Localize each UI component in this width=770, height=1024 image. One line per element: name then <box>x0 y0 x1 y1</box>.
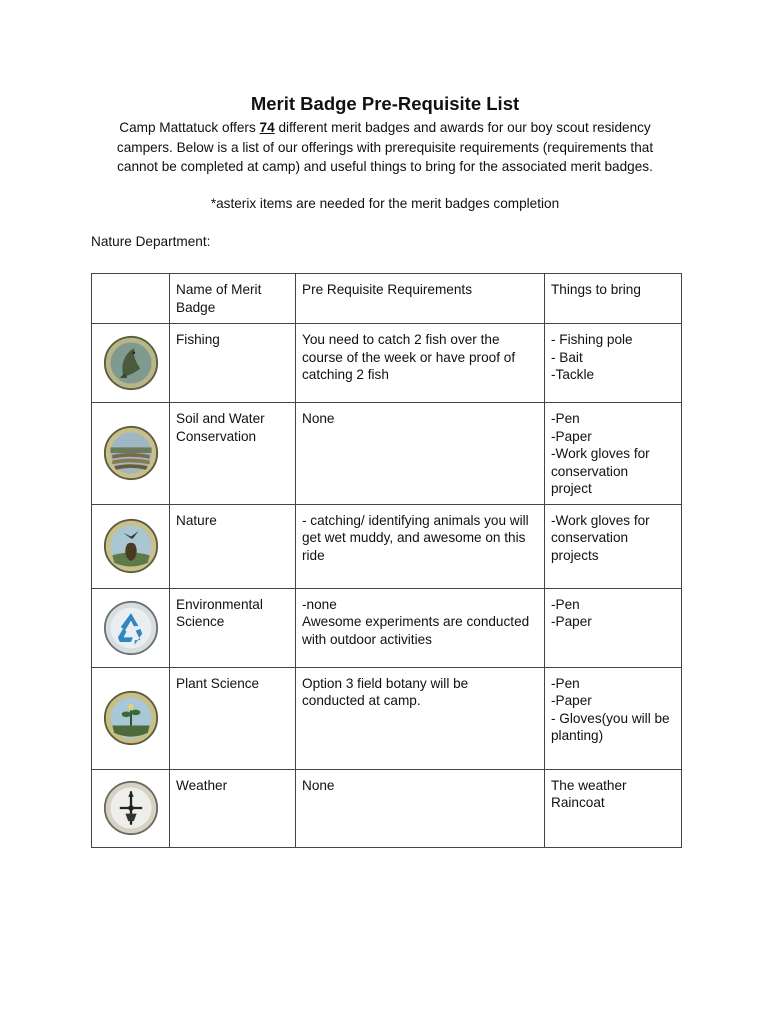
cell-line: Raincoat <box>551 795 605 810</box>
badge-name-cell <box>170 324 296 403</box>
things-to-bring-cell <box>545 769 682 847</box>
cell-line: course of the week or have proof of <box>302 349 516 365</box>
cell-line: - catching/ identifying animals you will <box>302 512 529 528</box>
intro-paragraph <box>90 118 680 177</box>
cell-line: Conservation <box>176 428 257 444</box>
cell-line: -none <box>302 596 337 612</box>
requirements-cell <box>296 588 545 667</box>
badge-icon-cell <box>92 403 170 505</box>
cell-line: -Pen <box>551 411 580 426</box>
table-row <box>92 324 682 403</box>
cell-line: -Pen <box>551 675 580 691</box>
requirements-cell <box>296 403 545 505</box>
weather-badge-icon <box>103 780 159 836</box>
cell-line: Environmental <box>176 596 263 612</box>
cell-line: Plant Science <box>176 675 260 691</box>
cell-line: projects <box>551 547 599 563</box>
badge-name-cell <box>170 504 296 588</box>
cell-line: -Paper <box>551 428 592 444</box>
table-row <box>92 403 682 505</box>
badge-icon-cell <box>92 667 170 769</box>
things-to-bring-cell <box>545 588 682 667</box>
intro-line-1 <box>90 118 680 138</box>
cell-line: - Fishing pole <box>551 332 633 347</box>
table-row <box>92 769 682 847</box>
header-name <box>170 274 296 324</box>
cell-line: project <box>551 481 592 496</box>
cell-line: Science <box>176 614 225 629</box>
cell-line: ride <box>302 547 325 563</box>
cell-line: -Pen <box>551 596 580 612</box>
cell-line: with outdoor activities <box>302 631 432 647</box>
cell-line: catching 2 fish <box>302 367 389 382</box>
cell-line: -Paper <box>551 693 592 708</box>
cell-line: -Tackle <box>551 367 595 382</box>
cell-line: Soil and Water <box>176 411 265 426</box>
badge-name-cell <box>170 588 296 667</box>
cell-line: conservation <box>551 463 629 479</box>
badge-icon-cell <box>92 769 170 847</box>
cell-line: Awesome experiments are conducted <box>302 614 530 629</box>
requirements-cell <box>296 667 545 769</box>
asterix-note: *asterix items are needed for the merit badges completion <box>210 196 560 211</box>
header-icon-cell <box>92 274 170 324</box>
intro-line-1-rest: different merit badges and awards for our boy scout residency <box>274 120 651 135</box>
cell-line: -Work gloves for <box>551 446 650 461</box>
cell-line: The weather <box>551 777 627 793</box>
cell-line: planting) <box>551 728 604 743</box>
things-to-bring-cell <box>545 403 682 505</box>
intro-prefix: Camp Mattatuck offers <box>119 120 260 135</box>
cell-line: -Paper <box>551 614 592 629</box>
plant-science-badge-icon <box>103 690 159 746</box>
cell-line: - Bait <box>551 349 583 365</box>
requirements-cell <box>296 504 545 588</box>
cell-line: Option 3 field botany will be <box>302 675 469 691</box>
recycle-badge-icon <box>103 600 159 656</box>
cell-line: Badge <box>176 299 216 315</box>
cell-line: - Gloves(you will be <box>551 710 670 726</box>
things-to-bring-cell <box>545 324 682 403</box>
cell-line: None <box>302 777 335 793</box>
cell-line: conducted at camp. <box>302 693 421 708</box>
cell-line: Name of Merit <box>176 282 262 297</box>
badge-name-cell <box>170 403 296 505</box>
cell-line: conservation <box>551 530 629 545</box>
badge-icon-cell <box>92 504 170 588</box>
header-requirements: Pre Requisite Requirements <box>296 274 545 324</box>
intro-line-2: campers. Below is a list of our offerings with prerequisite requirements (requirements that <box>116 139 654 155</box>
table-header-row <box>92 274 682 324</box>
table-row <box>92 667 682 769</box>
document-title: Merit Badge Pre-Requisite List <box>250 93 520 114</box>
cell-line: get wet muddy, and awesome on this <box>302 530 526 545</box>
requirements-cell <box>296 769 545 847</box>
requirements-cell <box>296 324 545 403</box>
table-row <box>92 504 682 588</box>
soil-water-badge-icon <box>103 425 159 481</box>
department-heading: Nature Department: <box>91 234 211 249</box>
things-to-bring-cell <box>545 667 682 769</box>
table-row <box>92 588 682 667</box>
merit-badge-table <box>91 273 682 848</box>
fishing-badge-icon <box>103 335 159 391</box>
header-things-to-bring: Things to bring <box>545 274 682 324</box>
cell-line: -Work gloves for <box>551 512 650 528</box>
cell-line: You need to catch 2 fish over the <box>302 332 500 347</box>
nature-badge-icon <box>103 518 159 574</box>
cell-line: Weather <box>176 777 228 793</box>
badge-name-cell <box>170 667 296 769</box>
intro-line-3: cannot be completed at camp) and useful things to bring for the associated merit badges. <box>117 159 653 174</box>
cell-line: None <box>302 411 335 426</box>
cell-line: Nature <box>176 512 217 528</box>
badge-count: 74 <box>259 120 275 135</box>
badge-icon-cell <box>92 324 170 403</box>
badge-name-cell <box>170 769 296 847</box>
cell-line: Fishing <box>176 332 220 347</box>
things-to-bring-cell <box>545 504 682 588</box>
badge-icon-cell <box>92 588 170 667</box>
